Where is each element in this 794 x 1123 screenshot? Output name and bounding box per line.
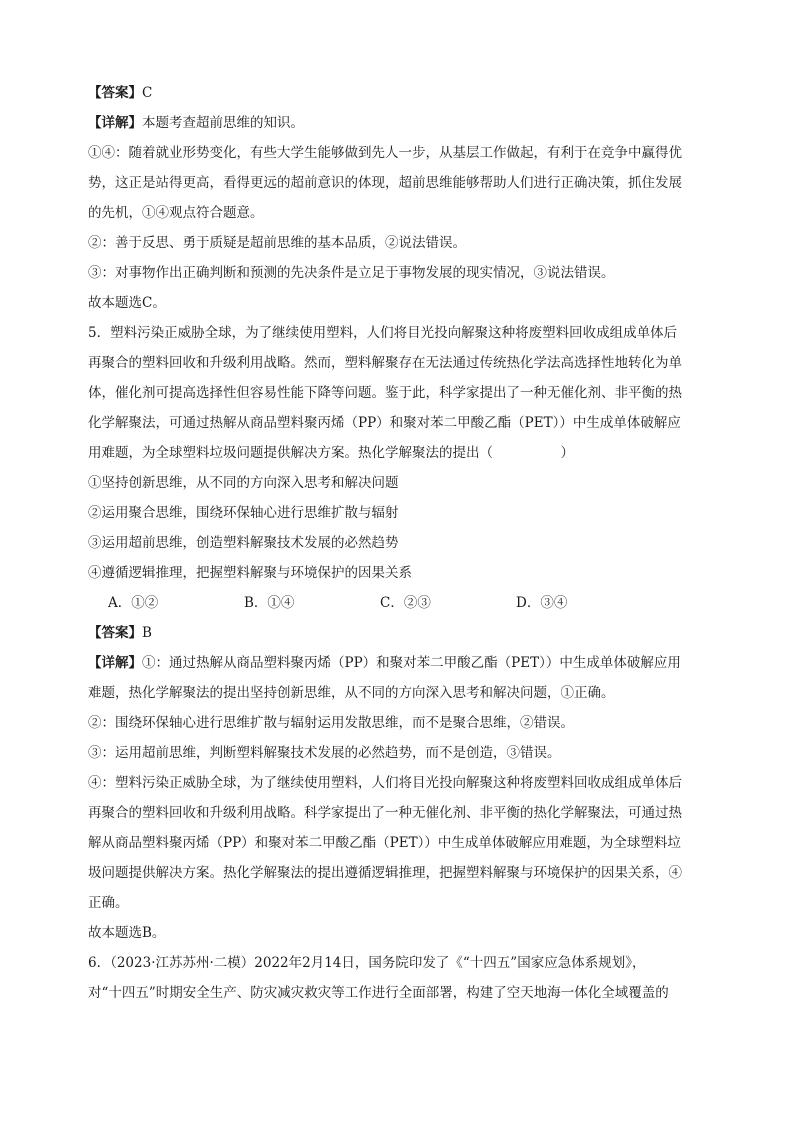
q5-stem: 化学解聚法，可通过热解从商品塑料聚丙烯（PP）和聚对苯二甲酸乙酯（PET））中生成单体破解应: [88, 415, 681, 431]
q5-stem: 5．塑料污染正威胁全球，为了继续使用塑料，人们将目光投向解聚这种将废塑料回收成组成单体后: [88, 325, 678, 341]
answer-label: 【答案】: [88, 625, 142, 641]
q4-detail-line: 【详解】本题考查超前思维的知识。: [88, 115, 304, 131]
q5-stem: 再聚合的塑料回收和升级利用战略。然而，塑料解聚存在无法通过传统热化学法高选择性地转化为单: [88, 355, 682, 371]
q5-answer-line: [88, 618, 712, 648]
q5-stem: 体，催化剂可提高选择性但容易性能下降等问题。鉴于此，科学家提出了一种无催化剂、非平衡的热: [88, 385, 682, 401]
q5-statement: ②运用聚合思维，围绕环保轴心进行思维扩散与辐射: [88, 505, 399, 521]
document-content: [88, 78, 712, 1008]
q5-conclusion: 故本题选B。: [88, 925, 166, 941]
q5-stem: 用难题，为全球塑料垃圾问题提供解决方案。热化学解聚法的提出（ ）: [88, 445, 574, 461]
q4-detail-text: ②：善于反思、勇于质疑是超前思维的基本品质，②说法错误。: [88, 235, 466, 251]
detail-label: 【详解】: [88, 655, 142, 671]
answer-label: 【答案】: [88, 85, 142, 101]
q4-detail-text: 势，这正是站得更高，看得更远的超前意识的体现，超前思维能够帮助人们进行正确决策，抓住发展: [88, 175, 682, 191]
option-b: B．①④: [244, 595, 295, 611]
q4-conclusion: 故本题选C。: [88, 295, 166, 311]
q5-detail-text: 正确。: [88, 895, 129, 911]
option-d: D．③④: [516, 595, 568, 611]
q5-detail-text: 解从商品塑料聚丙烯（PP）和聚对苯二甲酸乙酯（PET））中生成单体破解应用难题，为全球塑料垃: [88, 835, 681, 851]
q4-detail-text: 的先机，①④观点符合题意。: [88, 205, 264, 221]
q4-detail-text: ①④：随着就业形势变化，有些大学生能够做到先人一步，从基层工作做起，有利于在竞争中赢得优: [88, 145, 682, 161]
q5-detail-text: 圾问题提供解决方案。热化学解聚法的提出遵循逻辑推理，把握塑料解聚与环境保护的因果关系，④: [88, 865, 682, 881]
q5-detail-line: 【详解】①：通过热解从商品塑料聚丙烯（PP）和聚对苯二甲酸乙酯（PET））中生成单体破解应用: [88, 655, 681, 671]
detail-label: 【详解】: [88, 115, 142, 131]
q5-detail-text: 难题，热化学解聚法的提出坚持创新思维，从不同的方向深入思考和解决问题，①正确。: [88, 685, 615, 701]
q5-options: [88, 588, 712, 618]
q5-detail-text: 再聚合的塑料回收和升级利用战略。科学家提出了一种无催化剂、非平衡的热化学解聚法，可通过热: [88, 805, 682, 821]
answer-value: B: [142, 625, 152, 641]
answer-value: C: [142, 85, 153, 101]
option-c: C．②③: [380, 595, 431, 611]
q5-statement: ④遵循逻辑推理，把握塑料解聚与环境保护的因果关系: [88, 565, 412, 581]
q5-statement: ①坚持创新思维，从不同的方向深入思考和解决问题: [88, 475, 399, 491]
q5-detail-text: ②：围绕环保轴心进行思维扩散与辐射运用发散思维，而不是聚合思维，②错误。: [88, 715, 574, 731]
q4-answer-line: [88, 78, 712, 108]
q5-detail-text: ③：运用超前思维，判断塑料解聚技术发展的必然趋势，而不是创造，③错误。: [88, 745, 561, 761]
q5-detail-text: ④：塑料污染正威胁全球，为了继续使用塑料，人们将目光投向解聚这种将废塑料回收成组成单体后: [88, 775, 682, 791]
q6-stem: 对“十四五”时期安全生产、防灾减灾救灾等工作进行全面部署，构建了空天地海一体化全域覆盖的: [88, 985, 669, 1001]
q5-statement: ③运用超前思维，创造塑料解聚技术发展的必然趋势: [88, 535, 399, 551]
option-a: A．①②: [108, 595, 159, 611]
q6-stem: 6．（2023·江苏苏州·二模）2022年2月14日，国务院印发了《“十四五”国家应急体系规划》，: [88, 955, 646, 971]
q4-detail-text: ③：对事物作出正确判断和预测的先决条件是立足于事物发展的现实情况，③说法错误。: [88, 265, 615, 281]
